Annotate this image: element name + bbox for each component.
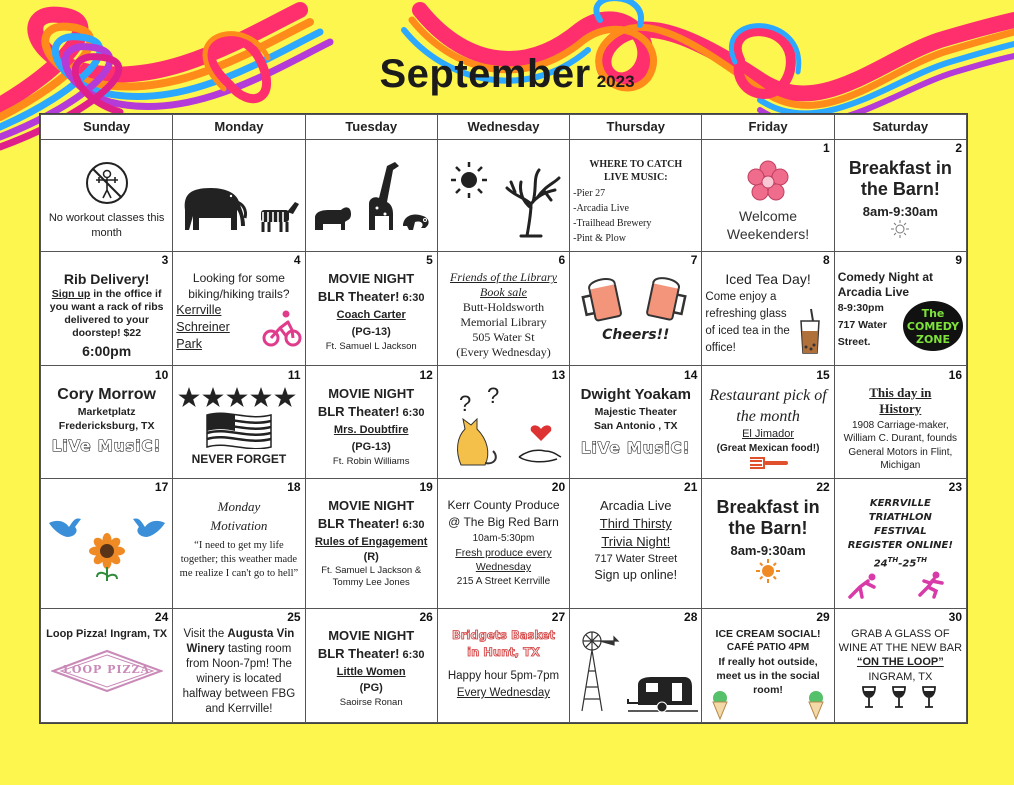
cell-triathlon [834, 495, 966, 608]
movie-time: 6:30 [402, 406, 425, 419]
artist-name: Cory Morrow [57, 385, 156, 403]
trails-text: Looking for some biking/hiking trails? [188, 271, 290, 302]
weekday-wednesday: Wednesday [437, 115, 569, 140]
venue-location: Fredericksburg, TX [58, 419, 155, 432]
day-number-empty [41, 139, 173, 156]
cell-live-music-list [570, 156, 702, 251]
ice-cream-title: ICE CREAM SOCIAL! [715, 628, 821, 641]
triathlon-dates [838, 553, 963, 571]
movie-venue [309, 403, 434, 422]
trail-link-kerrville[interactable]: Kerrville [176, 303, 222, 318]
cell-movie-19 [305, 495, 437, 608]
live-music-item: -Pier 27 [573, 188, 606, 200]
triathlon-date-start: 24 [873, 558, 888, 570]
produce-frequency: Fresh produce every Wednesday [455, 547, 552, 573]
produce-title: Kerr County Produce @ The Big Red Barn [447, 498, 560, 529]
movie-title: Coach Carter [336, 309, 406, 322]
day-number-3: 3 [41, 251, 173, 268]
weekday-header-row [41, 115, 967, 140]
cell-iced-tea [702, 268, 834, 365]
day-number-26: 26 [305, 608, 437, 625]
movie-featuring: Ft. Samuel L Jackson [325, 341, 417, 353]
movie-rating: (PG) [359, 682, 383, 695]
cell-comedy-night [834, 268, 966, 365]
produce-address: 215 A Street Kerrville [456, 576, 551, 587]
triathlon-text: KERRVILLE TRIATHLON FESTIVAL REGISTER ONLINE! [847, 498, 953, 551]
rib-text-rest: in the office if you want a rack of ribs delivered to your doorstep! $22 [49, 288, 164, 340]
cell-animals-2 [305, 156, 437, 251]
rib-time: 6:00pm [82, 343, 132, 360]
weekday-saturday: Saturday [834, 115, 966, 140]
comedy-zone-logo [903, 301, 963, 351]
breakfast-time: 8am-9:30am [862, 204, 938, 220]
month-title: September [379, 52, 591, 96]
rib-signup-link[interactable]: Sign up [51, 288, 91, 301]
book-sale-title: Friends of the Library Book sale [449, 270, 557, 300]
day-number-21: 21 [570, 478, 702, 495]
movie-title: Mrs. Doubtfire [333, 423, 409, 436]
day-number-empty [570, 139, 702, 156]
cell-movie-5 [305, 268, 437, 365]
day-number-28: 28 [570, 608, 702, 625]
weekday-sunday: Sunday [41, 115, 173, 140]
ordinal-suffix: TH [887, 556, 899, 564]
flower-icon [746, 160, 790, 204]
cell-trivia-night [570, 495, 702, 608]
winery-text: Visit the [183, 628, 228, 641]
movie-featuring: Saoirse Ronan [339, 697, 403, 709]
restaurant-note: (Great Mexican food!) [716, 442, 820, 454]
breakfast-title: Breakfast in the Barn! [716, 497, 820, 538]
ice-cream-location: CAFÉ PATIO 4PM [726, 642, 810, 654]
wine-location: INGRAM, TX [868, 671, 933, 684]
cell-kerr-produce [437, 495, 569, 608]
trivia-address: 717 Water Street [594, 553, 678, 565]
cell-loop-pizza [41, 625, 173, 722]
movie-night-label: MOVIE NIGHT [328, 271, 415, 287]
cell-book-sale [437, 268, 569, 365]
trivia-signup[interactable]: Sign up online! [594, 568, 678, 582]
svg-text:?: ? [459, 390, 472, 416]
no-workout-text: No workout classes this month [48, 212, 165, 240]
venue-name: Majestic Theater [594, 405, 677, 418]
bridgets-happy-hour: Happy hour 5pm-7pm [447, 670, 560, 683]
ordinal-suffix: TH [916, 556, 927, 564]
day-number-1: 1 [702, 139, 834, 156]
loop-pizza-title: Loop Pizza! Ingram, TX [46, 628, 168, 641]
day-number-17: 17 [41, 478, 173, 495]
book-sale-frequency: (Every Wednesday) [456, 345, 551, 360]
day-number-18: 18 [173, 478, 305, 495]
breakfast-time: 8am-9:30am [730, 543, 806, 558]
cell-breakfast-1 [834, 156, 966, 251]
history-text: 1908 Carriage-maker, William C. Durant, founds General Motors in Flint, Michigan [843, 419, 958, 472]
comedy-logo-line: COMEDY [906, 319, 960, 333]
day-number-9: 9 [834, 251, 966, 268]
motivation-title: Monday Motivation [210, 499, 268, 533]
cell-birds-flower [41, 495, 173, 608]
day-number-7: 7 [570, 251, 702, 268]
cell-never-forget [173, 383, 305, 478]
day-number-12: 12 [305, 366, 437, 383]
movie-venue-name: BLR Theater! [317, 289, 400, 305]
sun-outline-icon [890, 219, 910, 239]
never-forget-text: NEVER FORGET [191, 451, 287, 466]
movie-venue-name: BLR Theater! [317, 403, 400, 419]
day-number-23: 23 [834, 478, 966, 495]
history-title: This day in History [869, 384, 932, 416]
calendar-grid [39, 113, 968, 724]
cell-ice-cream [702, 625, 834, 722]
cell-cat-heart [437, 383, 569, 478]
movie-title: Rules of Engagement [314, 536, 428, 548]
cell-animals-1 [173, 156, 305, 251]
venue-name: Marketplatz [77, 405, 136, 418]
day-number-20: 20 [437, 478, 569, 495]
movie-time: 6:30 [402, 519, 425, 531]
day-number-10: 10 [41, 366, 173, 383]
cheers-text: Cheers!! [602, 327, 670, 344]
day-number-6: 6 [437, 251, 569, 268]
live-music-label: LiVe MusiC! [51, 436, 162, 455]
iced-tea-text: Come enjoy a refreshing glass of iced tea in the office! [705, 291, 790, 355]
movie-night-label: MOVIE NIGHT [328, 498, 415, 513]
bridgets-title: Bridgets Basket in Hunt, TX [451, 628, 555, 660]
artist-name: Dwight Yoakam [580, 385, 691, 403]
day-number-13: 13 [437, 366, 569, 383]
birds-sunflower-icon [45, 497, 169, 581]
day-number-25: 25 [173, 608, 305, 625]
calendar-title [0, 52, 1014, 97]
movie-night-label: MOVIE NIGHT [328, 628, 415, 644]
movie-venue-name: BLR Theater! [317, 516, 400, 531]
movie-time: 6:30 [402, 292, 425, 305]
sun-tree-icon [441, 158, 565, 238]
cell-welcome [702, 156, 834, 251]
breakfast-title: Breakfast in the Barn! [848, 158, 952, 200]
day-number-15: 15 [702, 366, 834, 383]
cell-movie-26 [305, 625, 437, 722]
loop-pizza-logo-text: LOOP PIZZA [63, 663, 151, 677]
rib-title: Rib Delivery! [63, 271, 150, 288]
live-music-item: -Arcadia Live [573, 203, 629, 215]
weekday-tuesday: Tuesday [305, 115, 437, 140]
bicycle-icon [262, 308, 302, 348]
windmill-trailer-icon [574, 627, 698, 713]
movie-venue [309, 645, 434, 664]
library-address: 505 Water St [472, 330, 535, 345]
movie-rating: (PG-13) [351, 326, 391, 339]
day-number-14: 14 [570, 366, 702, 383]
cell-sun-tree [437, 156, 569, 251]
movie-night-label: MOVIE NIGHT [328, 385, 415, 401]
restaurant-name[interactable]: El Jimador [742, 427, 795, 440]
cell-this-day-history [834, 383, 966, 478]
movie-rating: (R) [363, 551, 379, 563]
venue-location: San Antonio , TX [593, 419, 678, 432]
day-number-8: 8 [702, 251, 834, 268]
motivation-quote: “I need to get my life together; this weather made me realize I can't go to hell” [179, 540, 299, 579]
movie-featuring: Ft. Samuel L Jackson & Tommy Lee Jones [321, 565, 422, 588]
trivia-title: Third Thirsty Trivia Night! [599, 516, 672, 549]
cell-wine-bar [834, 625, 966, 722]
wine-text: GRAB A GLASS OF WINE AT THE NEW BAR [838, 628, 963, 655]
bridgets-frequency: Every Wednesday [456, 687, 551, 700]
winery-name: Augusta Vin Winery [186, 628, 295, 656]
iced-tea-cup-icon [797, 307, 823, 357]
cell-cory-morrow [41, 383, 173, 478]
comedy-logo-line: The [921, 306, 945, 320]
day-number-19: 19 [305, 478, 437, 495]
movie-venue [309, 515, 434, 534]
winery-text-rest: tasting room from Noon-7pm! The winery is located halfway between FBG and Kerrville! [182, 643, 296, 716]
movie-venue [309, 288, 434, 307]
live-music-heading: WHERE TO CATCH LIVE MUSIC: [589, 159, 683, 184]
cell-augusta-vin [173, 625, 305, 722]
cell-windmill-trailer [570, 625, 702, 722]
sun-icon [755, 558, 781, 584]
cell-movie-12 [305, 383, 437, 478]
elephant-zebra-icon [177, 158, 301, 234]
comedy-title: Comedy Night at Arcadia Live [837, 270, 934, 300]
day-number-5: 5 [305, 251, 437, 268]
trail-link-schreiner[interactable]: Schreiner [176, 320, 230, 335]
day-number-30: 30 [834, 608, 966, 625]
cell-trails [173, 268, 305, 365]
movie-time: 6:30 [402, 649, 425, 662]
day-number-29: 29 [702, 608, 834, 625]
cell-no-workout [41, 156, 173, 251]
ice-cream-note: If really hot outside, meet us in the social room! [716, 656, 820, 697]
comedy-address: 717 Water Street. [837, 319, 887, 349]
trail-link-park[interactable]: Park [176, 337, 202, 352]
day-number-empty [173, 139, 305, 156]
live-music-label: LiVe MusiC! [581, 438, 691, 457]
produce-time: 10am-5:30pm [472, 533, 535, 544]
loop-pizza-logo [51, 649, 163, 693]
welcome-text: Welcome Weekenders! [726, 208, 810, 243]
day-number-27: 27 [437, 608, 569, 625]
cell-dwight-yoakam [570, 383, 702, 478]
movie-venue-name: BLR Theater! [317, 646, 400, 662]
movie-featuring: Ft. Robin Williams [332, 455, 410, 467]
day-number-4: 4 [173, 251, 305, 268]
library-name: Butt-Holdsworth Memorial Library [460, 300, 547, 330]
svg-text:?: ? [487, 384, 500, 408]
day-number-2: 2 [834, 139, 966, 156]
movie-rating: (PG-13) [351, 440, 391, 453]
beer-mugs-icon [578, 270, 694, 324]
trivia-venue: Arcadia Live [599, 498, 672, 513]
wine-bar-name: “ON THE LOOP” [856, 656, 944, 669]
day-number-empty [437, 139, 569, 156]
weekday-thursday: Thursday [570, 115, 702, 140]
day-number-22: 22 [702, 478, 834, 495]
movie-title: Little Women [336, 666, 406, 679]
lion-giraffe-chameleon-icon [309, 158, 433, 234]
cell-breakfast-2 [702, 495, 834, 608]
cell-rib-delivery [41, 268, 173, 365]
live-music-item: -Trailhead Brewery [573, 218, 652, 230]
comedy-time: 8-9:30pm [837, 302, 884, 315]
year-label: 2023 [596, 72, 635, 91]
day-number-11: 11 [173, 366, 305, 383]
day-number-16: 16 [834, 366, 966, 383]
iced-tea-title: Iced Tea Day! [725, 271, 811, 288]
cell-cheers [570, 268, 702, 365]
restaurant-pick-title: Restaurant pick of the month [709, 386, 827, 425]
fork-icon [748, 456, 788, 470]
triathlon-date-end: -25 [898, 558, 917, 570]
cell-restaurant-pick [702, 383, 834, 478]
weekday-monday: Monday [173, 115, 305, 140]
no-workout-icon [84, 160, 130, 206]
cell-bridgets-basket [437, 625, 569, 722]
wine-glasses-icon [855, 685, 945, 709]
cat-heart-icon [441, 385, 565, 469]
weekday-friday: Friday [702, 115, 834, 140]
live-music-item: -Pint & Plow [573, 233, 626, 245]
stars-flag-icon [177, 385, 301, 449]
comedy-logo-line: ZONE [915, 332, 951, 346]
cell-monday-motivation [173, 495, 305, 608]
rib-text [44, 288, 169, 340]
runners-icon [840, 571, 960, 599]
day-number-empty [305, 139, 437, 156]
day-number-24: 24 [41, 608, 173, 625]
